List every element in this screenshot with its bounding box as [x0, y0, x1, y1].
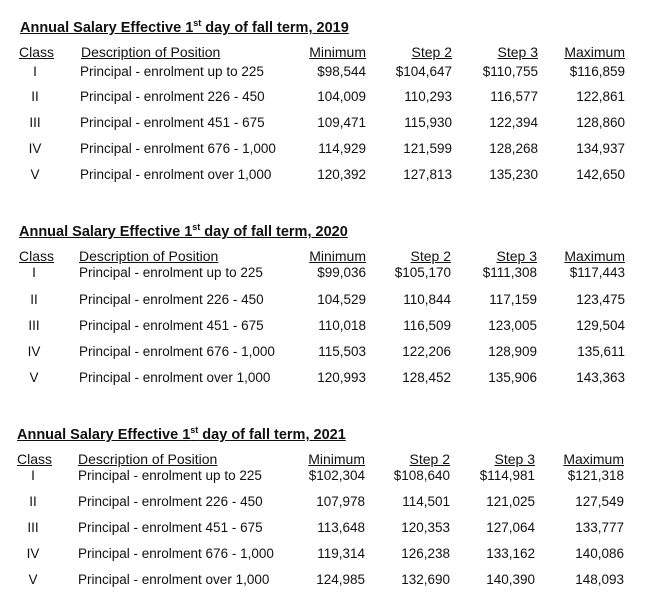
description-cell: Principal - enrolment over 1,000	[78, 572, 270, 587]
description-cell: Principal - enrolment 226 - 450	[79, 292, 264, 307]
maximum-cell: 140,086	[575, 546, 624, 561]
description-cell: Principal - enrolment 451 - 675	[79, 318, 264, 333]
description-cell: Principal - enrolment 451 - 675	[80, 115, 265, 130]
minimum-cell: 107,978	[316, 494, 365, 509]
minimum-cell: 124,985	[316, 572, 365, 587]
table-row	[0, 572, 662, 588]
class-cell: V	[30, 167, 40, 182]
class-header: Class	[17, 451, 53, 467]
step3-cell: 121,025	[486, 494, 535, 509]
step2-cell: 115,930	[404, 115, 452, 130]
maximum-cell: 134,937	[576, 141, 625, 156]
maximum-cell: 127,549	[575, 494, 624, 509]
maximum-cell: $116,859	[569, 64, 625, 79]
description-cell: Principal - enrolment 226 - 450	[80, 89, 265, 104]
table-row	[0, 167, 662, 183]
step2-cell: 121,599	[403, 141, 452, 156]
minimum-header: Minimum	[309, 44, 366, 60]
minimum-cell: 110,018	[318, 318, 366, 333]
maximum-cell: 129,504	[576, 318, 625, 333]
maximum-cell: 128,860	[576, 115, 625, 130]
class-cell: V	[29, 370, 39, 385]
step3-cell: 117,159	[489, 292, 537, 307]
table-row	[0, 494, 662, 510]
table-row	[0, 115, 662, 131]
description-cell: Principal - enrolment 451 - 675	[78, 520, 263, 535]
table-row	[0, 370, 662, 386]
maximum-cell: 143,363	[576, 370, 625, 385]
step2-cell: 110,293	[404, 89, 452, 104]
salary-section-2021	[0, 427, 662, 607]
minimum-cell: 120,392	[317, 167, 366, 182]
description-header: Description of Position	[79, 248, 219, 264]
minimum-cell: 104,529	[317, 292, 366, 307]
class-cell: IV	[26, 546, 40, 561]
step2-header: Step 2	[409, 451, 450, 467]
minimum-cell: 113,648	[317, 520, 365, 535]
description-cell: Principal - enrolment 676 - 1,000	[79, 344, 275, 359]
description-cell: Principal - enrolment over 1,000	[79, 370, 271, 385]
class-cell: III	[27, 520, 39, 535]
table-row	[0, 520, 662, 536]
minimum-cell: 104,009	[317, 89, 366, 104]
maximum-header: Maximum	[564, 248, 625, 264]
salary-section-2019	[0, 20, 662, 200]
maximum-cell: 135,611	[577, 344, 625, 359]
section-title: Annual Salary Effective 1st day of fall term, 2021	[17, 425, 346, 443]
description-cell: Principal - enrolment up to 225	[78, 468, 262, 483]
step2-cell: 114,501	[402, 494, 450, 509]
table-row	[0, 546, 662, 562]
step3-header: Step 3	[494, 451, 535, 467]
table-row	[0, 468, 662, 484]
class-header: Class	[19, 248, 55, 264]
class-cell: IV	[28, 141, 42, 156]
step2-cell: 116,509	[403, 318, 451, 333]
maximum-cell: $117,443	[569, 265, 625, 280]
class-cell: IV	[27, 344, 41, 359]
step2-cell: 132,690	[401, 572, 450, 587]
class-cell: I	[32, 265, 36, 280]
class-cell: III	[28, 318, 40, 333]
class-header: Class	[19, 44, 55, 60]
step3-cell: 127,064	[486, 520, 535, 535]
table-row	[0, 141, 662, 157]
minimum-cell: 114,929	[318, 141, 366, 156]
section-title: Annual Salary Effective 1st day of fall term, 2019	[20, 18, 349, 36]
step2-header: Step 2	[411, 44, 452, 60]
section-title: Annual Salary Effective 1st day of fall term, 2020	[19, 222, 348, 240]
step3-cell: 122,394	[489, 115, 538, 130]
step3-cell: 140,390	[486, 572, 535, 587]
description-cell: Principal - enrolment up to 225	[79, 265, 263, 280]
step3-cell: 128,268	[489, 141, 538, 156]
class-cell: II	[29, 494, 37, 509]
step2-cell: 127,813	[403, 167, 452, 182]
minimum-cell: $102,304	[308, 468, 365, 483]
description-cell: Principal - enrolment over 1,000	[80, 167, 272, 182]
step2-cell: $104,647	[395, 64, 452, 79]
table-row	[0, 64, 662, 80]
step2-cell: 120,353	[401, 520, 450, 535]
step3-header: Step 3	[497, 44, 538, 60]
class-cell: II	[31, 89, 39, 104]
step2-cell: 122,206	[402, 344, 451, 359]
step3-cell: 135,906	[488, 370, 537, 385]
table-row	[0, 89, 662, 105]
maximum-cell: 148,093	[575, 572, 624, 587]
description-cell: Principal - enrolment 676 - 1,000	[78, 546, 274, 561]
minimum-header: Minimum	[309, 248, 366, 264]
maximum-cell: $121,318	[567, 468, 624, 483]
step2-cell: $105,170	[394, 265, 451, 280]
class-cell: V	[28, 572, 38, 587]
step3-cell: 123,005	[488, 318, 537, 333]
minimum-cell: 115,503	[318, 344, 366, 359]
step3-cell: 128,909	[488, 344, 537, 359]
table-row	[0, 292, 662, 308]
minimum-cell: 109,471	[317, 115, 366, 130]
description-header: Description of Position	[81, 44, 221, 60]
step2-cell: 110,844	[403, 292, 451, 307]
description-cell: Principal - enrolment up to 225	[80, 64, 264, 79]
table-row	[0, 265, 662, 281]
class-cell: II	[30, 292, 38, 307]
maximum-cell: 123,475	[576, 292, 625, 307]
maximum-header: Maximum	[564, 44, 625, 60]
minimum-cell: $99,036	[317, 265, 366, 280]
step2-cell: 126,238	[401, 546, 450, 561]
description-header: Description of Position	[78, 451, 218, 467]
class-cell: I	[31, 468, 35, 483]
maximum-cell: 122,861	[576, 89, 625, 104]
maximum-cell: 133,777	[575, 520, 624, 535]
step2-header: Step 2	[410, 248, 451, 264]
step2-cell: 128,452	[402, 370, 451, 385]
maximum-header: Maximum	[563, 451, 624, 467]
minimum-cell: 120,993	[317, 370, 366, 385]
description-cell: Principal - enrolment 676 - 1,000	[80, 141, 276, 156]
table-row	[0, 344, 662, 360]
salary-section-2020	[0, 224, 662, 404]
class-cell: I	[33, 64, 37, 79]
minimum-cell: $98,544	[317, 64, 366, 79]
step3-cell: 116,577	[490, 89, 538, 104]
step3-cell: 133,162	[486, 546, 535, 561]
minimum-cell: 119,314	[317, 546, 365, 561]
maximum-cell: 142,650	[576, 167, 625, 182]
step3-cell: $111,308	[482, 265, 537, 280]
step3-cell: 135,230	[489, 167, 538, 182]
step3-cell: $114,981	[479, 468, 535, 483]
minimum-header: Minimum	[308, 451, 365, 467]
step3-cell: $110,755	[482, 64, 538, 79]
table-row	[0, 318, 662, 334]
step3-header: Step 3	[496, 248, 537, 264]
description-cell: Principal - enrolment 226 - 450	[78, 494, 263, 509]
step2-cell: $108,640	[393, 468, 450, 483]
class-cell: III	[29, 115, 41, 130]
